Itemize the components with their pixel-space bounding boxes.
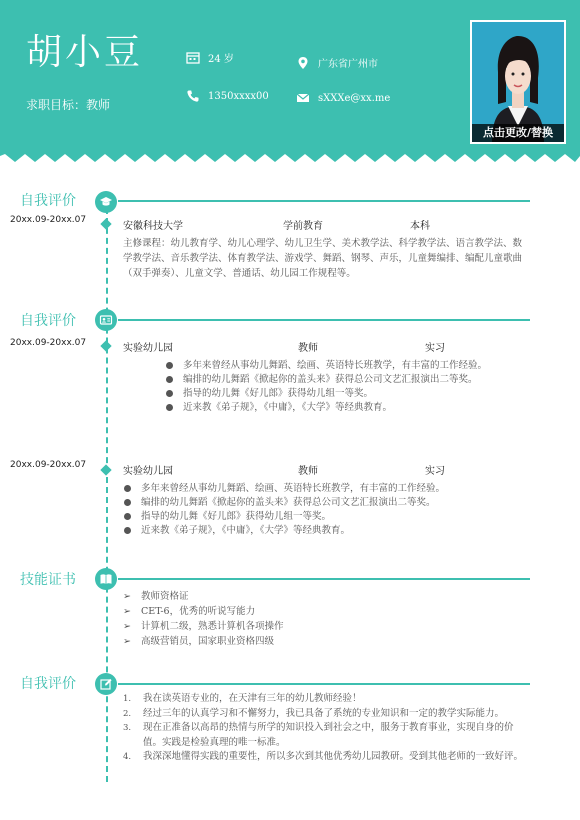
list-item: ➢ CET-6，优秀的听说写能力 — [123, 606, 256, 617]
list-item: 近来教《弟子规》，《中庸》，《大学》等经典教育。 — [124, 524, 445, 538]
list-item: 近来教《弟子规》，《中庸》，《大学》等经典教育。 — [166, 401, 487, 415]
timeline-marker — [100, 340, 111, 351]
email-text: sXXXe@xx.me — [318, 92, 391, 104]
location-pin-icon — [296, 56, 310, 70]
list-item: 1. 我在读英语专业的，在天津有三年的幼儿教师经验！ — [123, 693, 362, 704]
list-item: 编排的幼儿舞蹈《掀起你的盖头来》获得总公司文艺汇报演出二等奖。 — [166, 373, 487, 387]
phone-text: 1350xxxx00 — [208, 90, 269, 102]
section-divider — [118, 200, 530, 202]
phone-info — [186, 89, 269, 103]
header-banner — [0, 0, 580, 150]
education-degree: 本科 — [410, 221, 430, 232]
skills-list — [123, 589, 284, 649]
self-evaluation-list — [123, 692, 528, 765]
experience-date: 20xx.09-20xx.07 — [10, 338, 87, 348]
timeline-marker — [100, 218, 111, 229]
list-item: ➢ 教师资格证 — [123, 591, 189, 602]
graduation-cap-icon — [95, 191, 117, 213]
section-divider — [118, 319, 530, 321]
edit-icon — [95, 673, 117, 695]
section-title-education: 自我评价 — [20, 193, 76, 209]
section-title-self-evaluation: 自我评价 — [20, 676, 76, 692]
book-icon — [95, 568, 117, 590]
experience-company: 实验幼儿园 — [123, 466, 173, 477]
list-item: 2. 经过三年的认真学习和不懈努力，我已具备了系统的专业知识和一定的教学实际能力。 — [123, 707, 505, 719]
education-major: 学前教育 — [283, 221, 323, 232]
experience-company: 实验幼儿园 — [123, 343, 173, 354]
timeline-marker — [100, 464, 111, 475]
calendar-icon — [186, 51, 200, 65]
experience-bullets — [124, 482, 445, 538]
education-school: 安徽科技大学 — [123, 221, 183, 232]
experience-role: 教师 — [298, 343, 318, 354]
list-item: 指导的幼儿舞《好儿郎》获得幼儿组一等奖。 — [124, 510, 445, 524]
email-info — [296, 91, 390, 105]
experience-date: 20xx.09-20xx.07 — [10, 460, 87, 470]
list-item: 编排的幼儿舞蹈《掀起你的盖头来》获得总公司文艺汇报演出二等奖。 — [124, 496, 445, 510]
header-zigzag-edge — [0, 150, 580, 162]
section-divider — [118, 683, 530, 685]
section-title-experience: 自我评价 — [20, 313, 76, 329]
list-item: 3. 现在正准备以高昂的热情与所学的知识投入到社会之中，服务于教育事业，实现自身的价值。实践是检验真理的唯一标准。 — [123, 722, 514, 748]
age-info — [186, 50, 234, 65]
education-date: 20xx.09-20xx.07 — [10, 215, 87, 225]
candidate-name: 胡小豆 — [26, 32, 144, 73]
job-target: 求职目标：教师 — [26, 98, 111, 112]
change-photo-button[interactable]: 点击更改/替换 — [472, 124, 564, 142]
experience-type: 实习 — [425, 466, 445, 477]
list-item: 4. 我深深地懂得实践的重要性，所以多次到其他优秀幼儿园教研。受到其他老师的一致好评。 — [123, 751, 524, 762]
experience-bullets — [166, 359, 487, 415]
section-divider — [118, 578, 530, 580]
age-text: 24 岁 — [208, 54, 234, 65]
list-item: 指导的幼儿舞《好儿郎》获得幼儿组一等奖。 — [166, 387, 487, 401]
list-item: 多年来曾经从事幼儿舞蹈、绘画、英语特长班教学，有丰富的工作经验。 — [124, 482, 445, 496]
section-title-skills: 技能证书 — [20, 572, 76, 588]
list-item: ➢ 计算机二级，熟悉计算机各项操作 — [123, 621, 284, 632]
list-item: ➢ 高级营销员，国家职业资格四级 — [123, 636, 275, 647]
profile-photo[interactable] — [470, 20, 566, 144]
education-courses: 主修课程：幼儿教育学、幼儿心理学、幼儿卫生学、美术教学法、科学教学法、语言教学法、数学教学法、音乐教学法、体育教学法、游戏学、舞蹈、钢琴、声乐，儿童舞编排、编配儿童歌曲（双手弹奏）、儿童文学、普通话、幼儿园工作规程等。 — [123, 238, 523, 279]
location-text: 广东省广州市 — [318, 59, 378, 70]
timeline-line — [106, 208, 108, 782]
mail-icon — [296, 91, 310, 105]
experience-role: 教师 — [298, 466, 318, 477]
id-card-icon — [95, 309, 117, 331]
experience-type: 实习 — [425, 343, 445, 354]
phone-icon — [186, 89, 200, 103]
location-info — [296, 55, 378, 70]
list-item: 多年来曾经从事幼儿舞蹈、绘画、英语特长班教学，有丰富的工作经验。 — [166, 359, 487, 373]
